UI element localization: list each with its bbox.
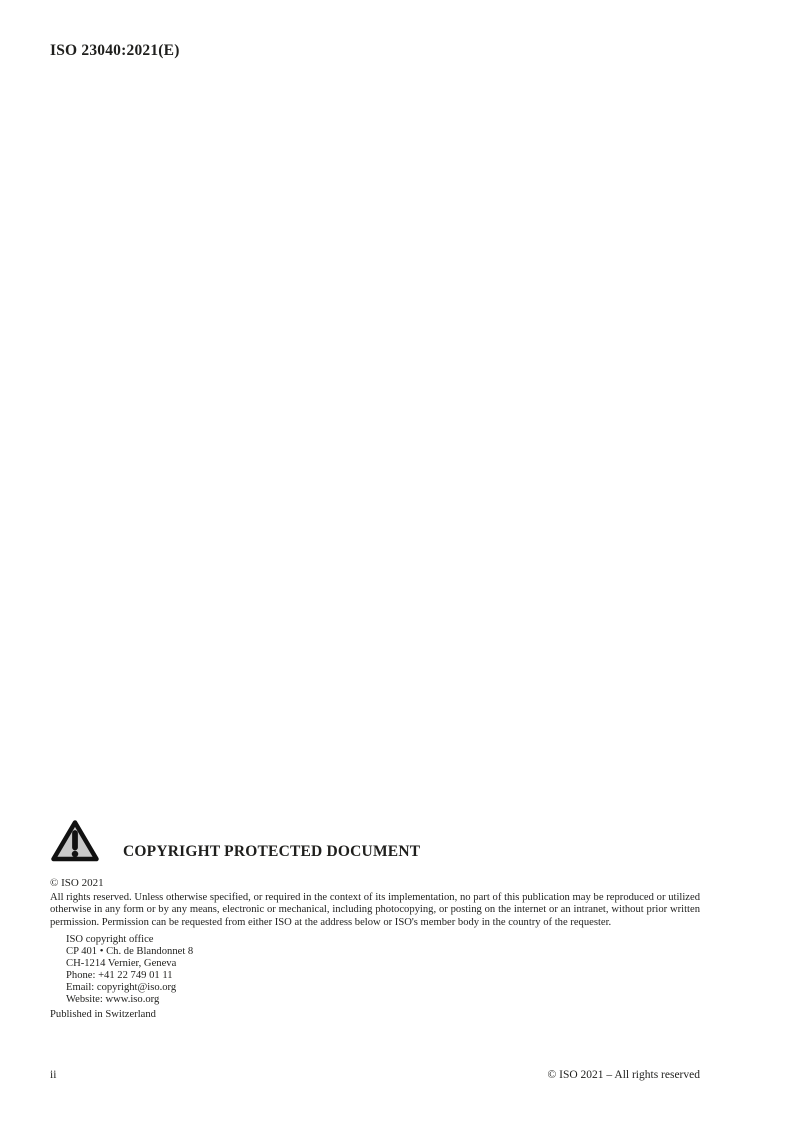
document-number: ISO 23040:2021(E) (50, 42, 180, 59)
published-line: Published in Switzerland (50, 1009, 156, 1021)
warning-triangle-icon (50, 818, 100, 864)
copyright-body-text: All rights reserved. Unless otherwise specified, or required in the context of its implementation, no part of this publication may be reproduced or utilized otherwise in any form or by any means, electronic or mechanical, including photocopying, or posting on the internet or an intranet, without prior written permission. Permission can be requested from either ISO at the address below or ISO's member body in the country of the requester. (50, 892, 700, 928)
copyright-section (50, 816, 700, 1020)
copyright-heading: COPYRIGHT PROTECTED DOCUMENT (123, 843, 421, 860)
copyright-heading-row (50, 816, 700, 864)
address-line-phone: Phone: +41 22 749 01 11 (66, 970, 173, 982)
address-line-office: ISO copyright office (66, 933, 154, 945)
copyright-notice: © ISO 2021 (50, 877, 104, 889)
address-line-city: CH-1214 Vernier, Geneva (66, 958, 177, 970)
address-line-email: Email: copyright@iso.org (66, 982, 177, 994)
page-number: ii (50, 1069, 57, 1081)
address-line-website: Website: www.iso.org (66, 994, 160, 1006)
footer-rights-text: © ISO 2021 – All rights reserved (547, 1069, 700, 1081)
address-line-street: CP 401 • Ch. de Blandonnet 8 (66, 945, 194, 957)
address-block (66, 934, 700, 1007)
